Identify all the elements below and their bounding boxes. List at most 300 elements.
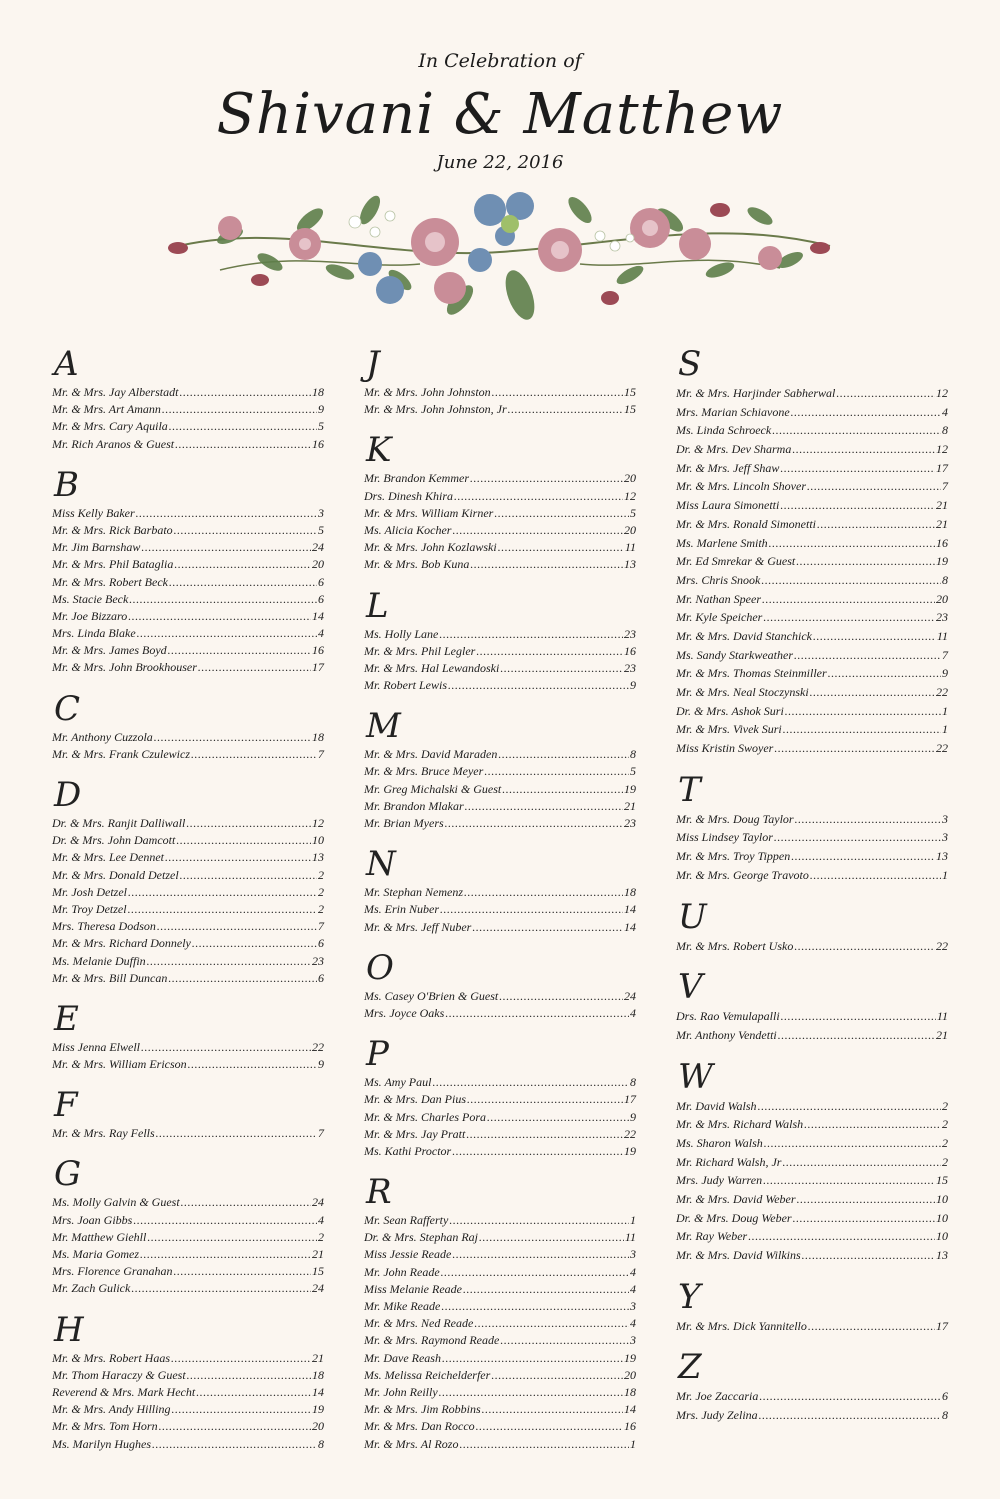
section-letter: M (366, 706, 401, 747)
section-gap (52, 1298, 324, 1310)
table-number: 12 (312, 816, 324, 830)
table-number: 13 (936, 849, 948, 864)
guest-entry (364, 1384, 636, 1401)
guest-entry (676, 1317, 948, 1336)
guest-name: Mr. & Mrs. Rick Barbato (52, 522, 173, 537)
event-date: June 22, 2016 (436, 152, 564, 173)
table-number: 4 (942, 404, 948, 419)
dot-leader (470, 556, 623, 573)
guest-name: Miss Jenna Elwell (52, 1039, 140, 1054)
guest-entry (676, 1134, 948, 1153)
guest-name: Mr. & Mrs. Robert Haas (52, 1350, 171, 1365)
section-h (52, 1310, 324, 1453)
dot-leader (762, 590, 935, 609)
dot-leader (802, 1246, 935, 1265)
guest-entry (364, 384, 636, 401)
dot-leader (810, 683, 935, 702)
guest-name: Mr. & Mrs. Dan Pius (364, 1092, 467, 1107)
section-letter: E (54, 998, 79, 1039)
guest-name: Mr. Nathan Speer (676, 591, 761, 606)
dot-leader (174, 1263, 311, 1280)
dot-leader (454, 488, 623, 505)
guest-name: Mr. & Mrs. John Johnston (364, 385, 491, 399)
section-letter: W (678, 1056, 713, 1097)
table-number: 7 (318, 746, 324, 761)
dot-leader (136, 505, 317, 522)
dot-leader (472, 919, 623, 936)
table-number: 10 (936, 1192, 948, 1206)
section-gap (52, 763, 324, 775)
guest-entry (52, 918, 324, 935)
guest-entry (364, 1418, 636, 1435)
dot-leader (449, 1212, 629, 1229)
dot-leader (476, 1418, 623, 1435)
dot-leader (498, 746, 629, 763)
table-number: 7 (318, 919, 324, 934)
dot-leader (499, 988, 623, 1005)
guest-name: Reverend & Mrs. Mark Hecht (52, 1384, 196, 1399)
guest-entry (676, 590, 948, 609)
table-number: 24 (312, 1195, 324, 1210)
guest-name: Ms. Marlene Smith (676, 535, 768, 550)
dot-leader (452, 1246, 629, 1263)
dot-leader (154, 729, 311, 746)
dot-leader (807, 477, 941, 496)
section-m (364, 706, 636, 844)
table-number: 19 (624, 781, 636, 796)
guest-entry (676, 552, 948, 571)
section-z (676, 1347, 948, 1424)
guest-entry (52, 815, 324, 832)
guest-entry (676, 866, 948, 885)
dot-leader (157, 918, 317, 935)
table-number: 9 (318, 1057, 324, 1072)
guest-name: Mr. Troy Detzel (52, 901, 127, 916)
guest-name: Mr. Greg Michalski & Guest (364, 781, 502, 796)
guest-entry (364, 988, 636, 1005)
guest-name: Mr. & Mrs. Thomas Steinmiller (676, 666, 827, 681)
guest-entry (52, 1436, 324, 1453)
table-number: 20 (624, 471, 636, 486)
guest-entry (52, 849, 324, 866)
guest-entry (676, 702, 948, 721)
dot-leader (191, 746, 317, 763)
dot-leader (795, 810, 941, 829)
guest-entry (52, 1194, 324, 1211)
guest-name: Mr. & Mrs. Art Amann (52, 402, 161, 417)
table-number: 8 (318, 1436, 324, 1451)
guest-entry (364, 643, 636, 660)
guest-entry (52, 401, 324, 418)
table-number: 13 (936, 1248, 948, 1263)
guest-entry (676, 440, 948, 459)
table-number: 22 (936, 685, 948, 699)
guest-name: Mr. David Walsh (676, 1098, 757, 1113)
dot-leader (792, 440, 935, 459)
dot-leader (758, 1097, 941, 1116)
section-gap (364, 1022, 636, 1034)
dot-leader (466, 1126, 623, 1143)
table-number: 9 (942, 666, 948, 681)
guest-name: Mr. & Mrs. Jim Robbins (364, 1402, 481, 1417)
dot-leader (169, 418, 317, 435)
section-letter: P (366, 1034, 389, 1075)
guest-entry (676, 828, 948, 847)
guest-name: Mr. & Mrs. Vivek Suri (676, 722, 782, 737)
guest-entry (364, 1143, 636, 1160)
guest-entry (52, 1350, 324, 1367)
table-number: 3 (942, 811, 948, 826)
dot-leader (441, 1298, 629, 1315)
table-number: 2 (942, 1154, 948, 1169)
guest-name: Mr. Rich Aranos & Guest (52, 436, 175, 451)
table-number: 18 (312, 1367, 324, 1382)
guest-name: Mr. Brandon Kemmer (364, 471, 469, 486)
guest-entry (676, 477, 948, 496)
guest-entry (364, 746, 636, 763)
dot-leader (804, 1115, 941, 1134)
dot-leader (140, 1246, 311, 1263)
guest-entry (52, 1039, 324, 1056)
guest-name: Mr. Zach Gulick (52, 1281, 131, 1296)
section-gap (364, 936, 636, 948)
guest-name: Mr. John Reilly (364, 1384, 438, 1399)
guest-name: Mr. & Mrs. Bob Kuna (364, 557, 470, 572)
table-number: 17 (624, 1092, 636, 1107)
guest-name: Mr. & Mrs. Charles Pora (364, 1109, 487, 1124)
section-letter: O (366, 947, 394, 988)
section-j (364, 344, 636, 430)
guest-name: Mr. & Mrs. David Weber (676, 1192, 796, 1206)
dot-leader (176, 832, 311, 849)
table-number: 21 (936, 1027, 948, 1042)
table-number: 7 (942, 647, 948, 662)
table-number: 24 (624, 988, 636, 1003)
table-number: 1 (942, 867, 948, 882)
guest-entry (676, 1227, 948, 1246)
table-number: 1 (942, 722, 948, 737)
guest-name: Mrs. Joan Gibbs (52, 1212, 133, 1227)
guest-name: Mr. Ed Smrekar & Guest (676, 554, 796, 569)
guest-entry (676, 1097, 948, 1116)
table-number: 7 (942, 479, 948, 494)
table-number: 2 (318, 1229, 324, 1244)
table-number: 5 (630, 505, 636, 520)
section-gap (364, 574, 636, 586)
dot-leader (445, 1005, 629, 1022)
guest-entry (52, 970, 324, 987)
table-number: 16 (624, 1419, 636, 1434)
dot-leader (168, 642, 311, 659)
guest-name: Mr. & Mrs. Dan Rocco (364, 1419, 475, 1434)
section-gap (52, 1073, 324, 1085)
table-number: 4 (318, 626, 324, 641)
guest-entry (676, 515, 948, 534)
guest-entry (676, 937, 948, 956)
guest-name: Mr. & Mrs. John Brookhouser (52, 660, 197, 675)
section-gap (52, 677, 324, 689)
table-number: 19 (312, 1402, 324, 1417)
guest-entry (52, 591, 324, 608)
table-number: 8 (942, 423, 948, 438)
dot-leader (780, 496, 935, 515)
section-letter: N (366, 844, 396, 885)
dot-leader (782, 1153, 941, 1172)
guest-name: Mr. & Mrs. Richard Walsh (676, 1117, 804, 1132)
guest-name: Mr. & Mrs. Andy Hilling (52, 1402, 171, 1417)
guest-entry (676, 1190, 948, 1209)
table-number: 4 (630, 1281, 636, 1296)
section-letter: U (678, 896, 707, 937)
table-number: 4 (318, 1212, 324, 1227)
table-number: 10 (312, 833, 324, 848)
guest-name: Ms. Melissa Reichelderfer (364, 1367, 491, 1382)
dot-leader (459, 1436, 629, 1453)
table-number: 23 (624, 660, 636, 675)
table-number: 7 (318, 1126, 324, 1141)
guest-name: Miss Melanie Reade (364, 1281, 462, 1296)
table-number: 2 (942, 1117, 948, 1132)
dot-leader (508, 401, 623, 418)
guest-name: Ms. Maria Gomez (52, 1247, 139, 1261)
guest-entry (676, 1387, 948, 1406)
guest-name: Mr. Brandon Mlakar (364, 798, 464, 813)
section-letter: F (54, 1085, 78, 1126)
section-p (364, 1034, 636, 1172)
guest-name: Mr. & Mrs. James Boyd (52, 643, 167, 658)
guest-entry (52, 1056, 324, 1073)
table-number: 2 (942, 1135, 948, 1150)
table-number: 20 (624, 1367, 636, 1382)
dot-leader (810, 866, 941, 885)
table-number: 23 (624, 816, 636, 830)
guest-entry (52, 418, 324, 435)
table-number: 18 (312, 729, 324, 744)
dot-leader (836, 384, 935, 403)
table-number: 2 (942, 1098, 948, 1113)
guest-name: Ms. Alicia Kocher (364, 522, 452, 537)
guest-entry (364, 763, 636, 780)
section-letter: Y (678, 1276, 701, 1317)
guest-name: Ms. Marilyn Hughes (52, 1436, 151, 1451)
guest-name: Drs. Dinesh Khira (364, 488, 454, 503)
guest-entry (364, 1109, 636, 1126)
table-number: 19 (624, 1350, 636, 1365)
guest-name: Mr. & Mrs. Harjinder Sabherwal (676, 386, 836, 400)
dot-leader (774, 828, 941, 847)
guest-name: Mr. Robert Lewis (364, 678, 448, 693)
dot-leader (174, 522, 317, 539)
pre-title: In Celebration of (418, 50, 582, 72)
guest-name: Mr. Jim Barnshaw (52, 540, 141, 555)
table-number: 14 (312, 1384, 324, 1399)
guest-name: Mr. Joe Zaccaria (676, 1389, 759, 1404)
dot-leader (791, 847, 935, 866)
guest-name: Mrs. Theresa Dodson (52, 919, 156, 934)
dot-leader (465, 798, 623, 815)
guest-entry (52, 1263, 324, 1280)
table-number: 22 (936, 741, 948, 756)
guest-name: Mr. & Mrs. Richard Donnely (52, 936, 191, 951)
guest-entry (364, 1212, 636, 1229)
guest-name: Miss Kristin Swoyer (676, 741, 774, 756)
guest-entry (364, 798, 636, 815)
table-number: 19 (624, 1143, 636, 1158)
guest-entry (676, 683, 948, 702)
guest-entry (676, 421, 948, 440)
dot-leader (474, 1315, 629, 1332)
guest-name: Mr. Mike Reade (364, 1299, 441, 1313)
guest-entry (676, 810, 948, 829)
guest-entry (364, 522, 636, 539)
guest-entry (676, 847, 948, 866)
dot-leader (165, 849, 311, 866)
guest-name: Mr. & Mrs. Ned Reade (364, 1316, 474, 1331)
guest-entry (364, 1005, 636, 1022)
guest-entry (676, 1026, 948, 1045)
guest-entry (52, 746, 324, 763)
dot-leader (171, 1401, 311, 1418)
guest-entry (364, 556, 636, 573)
guest-entry (364, 1281, 636, 1298)
section-w (676, 1057, 948, 1277)
guest-name: Mr. Dave Reash (364, 1350, 441, 1365)
table-number: 16 (624, 643, 636, 658)
dot-leader (796, 552, 935, 571)
dot-leader (491, 1367, 623, 1384)
guest-entry (676, 1406, 948, 1425)
table-number: 24 (312, 540, 324, 555)
section-g (52, 1154, 324, 1309)
guest-entry (52, 1384, 324, 1401)
guest-name: Mr. Richard Walsh, Jr (676, 1154, 782, 1169)
guest-entry (676, 627, 948, 646)
table-number: 3 (942, 830, 948, 845)
guest-entry (676, 608, 948, 627)
guest-entry (52, 436, 324, 453)
section-gap (676, 955, 948, 967)
section-letter: K (366, 430, 392, 471)
guest-entry (52, 935, 324, 952)
guest-name: Ms. Erin Nuber (364, 902, 439, 917)
dot-leader (128, 608, 311, 625)
dot-leader (131, 1280, 311, 1297)
guest-name: Mr. & Mrs. Robert Beck (52, 574, 168, 589)
guest-name: Mr. Stephan Nemenz (364, 885, 463, 900)
table-number: 13 (312, 850, 324, 865)
table-number: 14 (624, 902, 636, 917)
guest-entry (676, 1209, 948, 1228)
guest-entry (52, 539, 324, 556)
section-t (676, 770, 948, 897)
table-number: 12 (624, 488, 636, 503)
guest-entry (676, 1153, 948, 1172)
column-1 (52, 344, 324, 1453)
guest-name: Mr. & Mrs. Bill Duncan (52, 970, 168, 985)
dot-leader (763, 608, 935, 627)
table-number: 11 (936, 1009, 948, 1024)
dot-leader (187, 1367, 311, 1384)
guest-name: Dr. & Mrs. Ranjit Dalliwall (52, 816, 186, 830)
guest-name: Mr. & Mrs. William Ericson (52, 1057, 187, 1072)
section-letter: T (678, 769, 701, 810)
guest-name: Mr. & Mrs. Donald Detzel (52, 867, 179, 882)
dot-leader (761, 571, 941, 590)
guest-name: Mr. & Mrs. William Kirner (364, 505, 494, 520)
guest-entry (364, 901, 636, 918)
guest-name: Miss Laura Simonetti (676, 498, 780, 513)
table-number: 23 (936, 610, 948, 625)
section-gap (676, 758, 948, 770)
guest-name: Mr. & Mrs. Lee Dennet (52, 850, 164, 865)
guest-entry (52, 867, 324, 884)
guest-name: Mrs. Judy Warren (676, 1173, 763, 1188)
guest-entry (364, 1350, 636, 1367)
dot-leader (169, 574, 317, 591)
guest-entry (364, 660, 636, 677)
guest-entry (52, 522, 324, 539)
guest-entry (52, 1401, 324, 1418)
guest-name: Mr. & Mrs. Doug Taylor (676, 811, 794, 826)
guest-entry (364, 626, 636, 643)
guest-entry (364, 401, 636, 418)
guest-entry (364, 919, 636, 936)
dot-leader (141, 1039, 311, 1056)
dot-leader (133, 1212, 317, 1229)
section-u (676, 897, 948, 968)
dot-leader (141, 539, 311, 556)
dot-leader (162, 401, 317, 418)
section-letter: J (366, 344, 380, 384)
dot-leader (494, 505, 629, 522)
guest-name: Ms. Molly Galvin & Guest (52, 1195, 180, 1210)
guest-entry (676, 646, 948, 665)
guest-name: Ms. Holly Lane (364, 626, 439, 641)
table-number: 6 (318, 591, 324, 606)
table-number: 21 (936, 516, 948, 531)
section-gap (52, 1142, 324, 1154)
section-gap (52, 987, 324, 999)
dot-leader (492, 384, 623, 401)
dot-leader (175, 436, 311, 453)
dot-leader (781, 1007, 936, 1026)
guest-name: Mr. & Mrs. John Johnston, Jr (364, 402, 507, 417)
table-number: 6 (318, 970, 324, 985)
section-letter: V (678, 967, 703, 1008)
dot-leader (452, 522, 623, 539)
couple-names: Shivani & Matthew (216, 82, 784, 147)
guest-entry (52, 1367, 324, 1384)
table-number: 9 (630, 678, 636, 693)
table-number: 18 (624, 885, 636, 900)
section-letter: H (54, 1309, 84, 1350)
dot-leader (794, 937, 935, 956)
guest-entry (676, 384, 948, 403)
section-n (364, 844, 636, 948)
table-number: 9 (630, 1109, 636, 1124)
table-number: 21 (624, 798, 636, 813)
guest-name: Ms. Amy Paul (364, 1075, 432, 1090)
dot-leader (783, 720, 941, 739)
guest-name: Ms. Casey O'Brien & Guest (364, 988, 499, 1003)
dot-leader (791, 403, 941, 422)
dot-leader (500, 660, 623, 677)
table-number: 20 (312, 1419, 324, 1434)
guest-name: Ms. Linda Schroeck (676, 423, 772, 438)
section-c (52, 689, 324, 775)
guest-entry (364, 1315, 636, 1332)
table-number: 22 (312, 1039, 324, 1054)
